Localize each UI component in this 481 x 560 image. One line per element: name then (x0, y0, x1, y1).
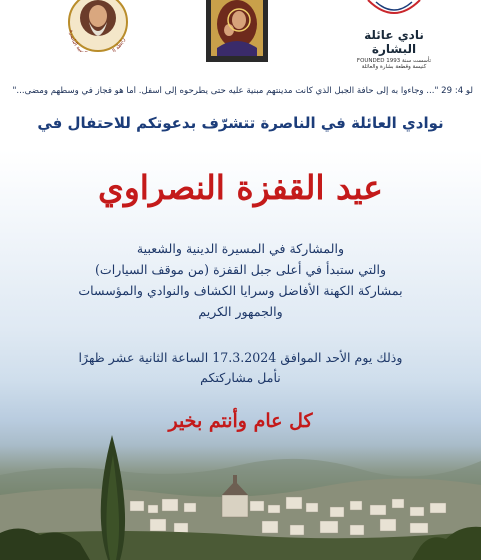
madonna-icon (205, 0, 269, 62)
club-name: نادي عائلة البشارة (364, 28, 424, 56)
event-title: عيد القفزة النصراوي (98, 168, 383, 207)
detail-line: والمشاركة في المسيرة الدينية والشعبية (136, 241, 345, 256)
icon-logo (205, 0, 269, 62)
club-founded: FOUNDED 1993 تأسست سنة (356, 58, 432, 64)
club-subtitle: كنيسة وقطعة بشارة والعائلة (361, 64, 427, 70)
club-logo (344, 0, 444, 72)
nazareth-panorama-image (0, 435, 481, 560)
association-logo-text: رابطة ال سية الناصرة (67, 29, 127, 52)
greeting: كل عام وأنتم بخير (168, 410, 313, 432)
cypress-tree-icon (101, 435, 125, 560)
invitation-line: نوادي العائلة في الناصرة تتشرّف بدعوتكم للاحتفال في (37, 114, 444, 132)
association-logo (58, 0, 138, 52)
event-date (0, 348, 481, 388)
saint-portrait-icon (58, 0, 138, 52)
date-line: وذلك يوم الأحد الموافق 17.3.2024 الساعة الثانية عشر ظهرًا (78, 350, 403, 365)
club-emblem-icon (366, 0, 422, 22)
event-details (0, 238, 481, 322)
detail-line: والتي ستبدأ في أعلى جبل القفزة (من موقف السيارات) (94, 262, 387, 277)
detail-line: والجمهور الكريم (198, 304, 283, 319)
date-line: نأمل مشاركتكم (200, 370, 281, 385)
bible-verse: لو 4: 29 "... وجاءوا به إلى حافة الجبل الذي كانت مدينتهم مبنية عليه حتى يطرحوه إلى أسفل. أما هو فجاز في وسطهم ومضى..." (12, 86, 473, 96)
detail-line: بمشاركة الكهنة الأفاضل وسرايا الكشاف والنوادي والمؤسسات (78, 283, 403, 298)
